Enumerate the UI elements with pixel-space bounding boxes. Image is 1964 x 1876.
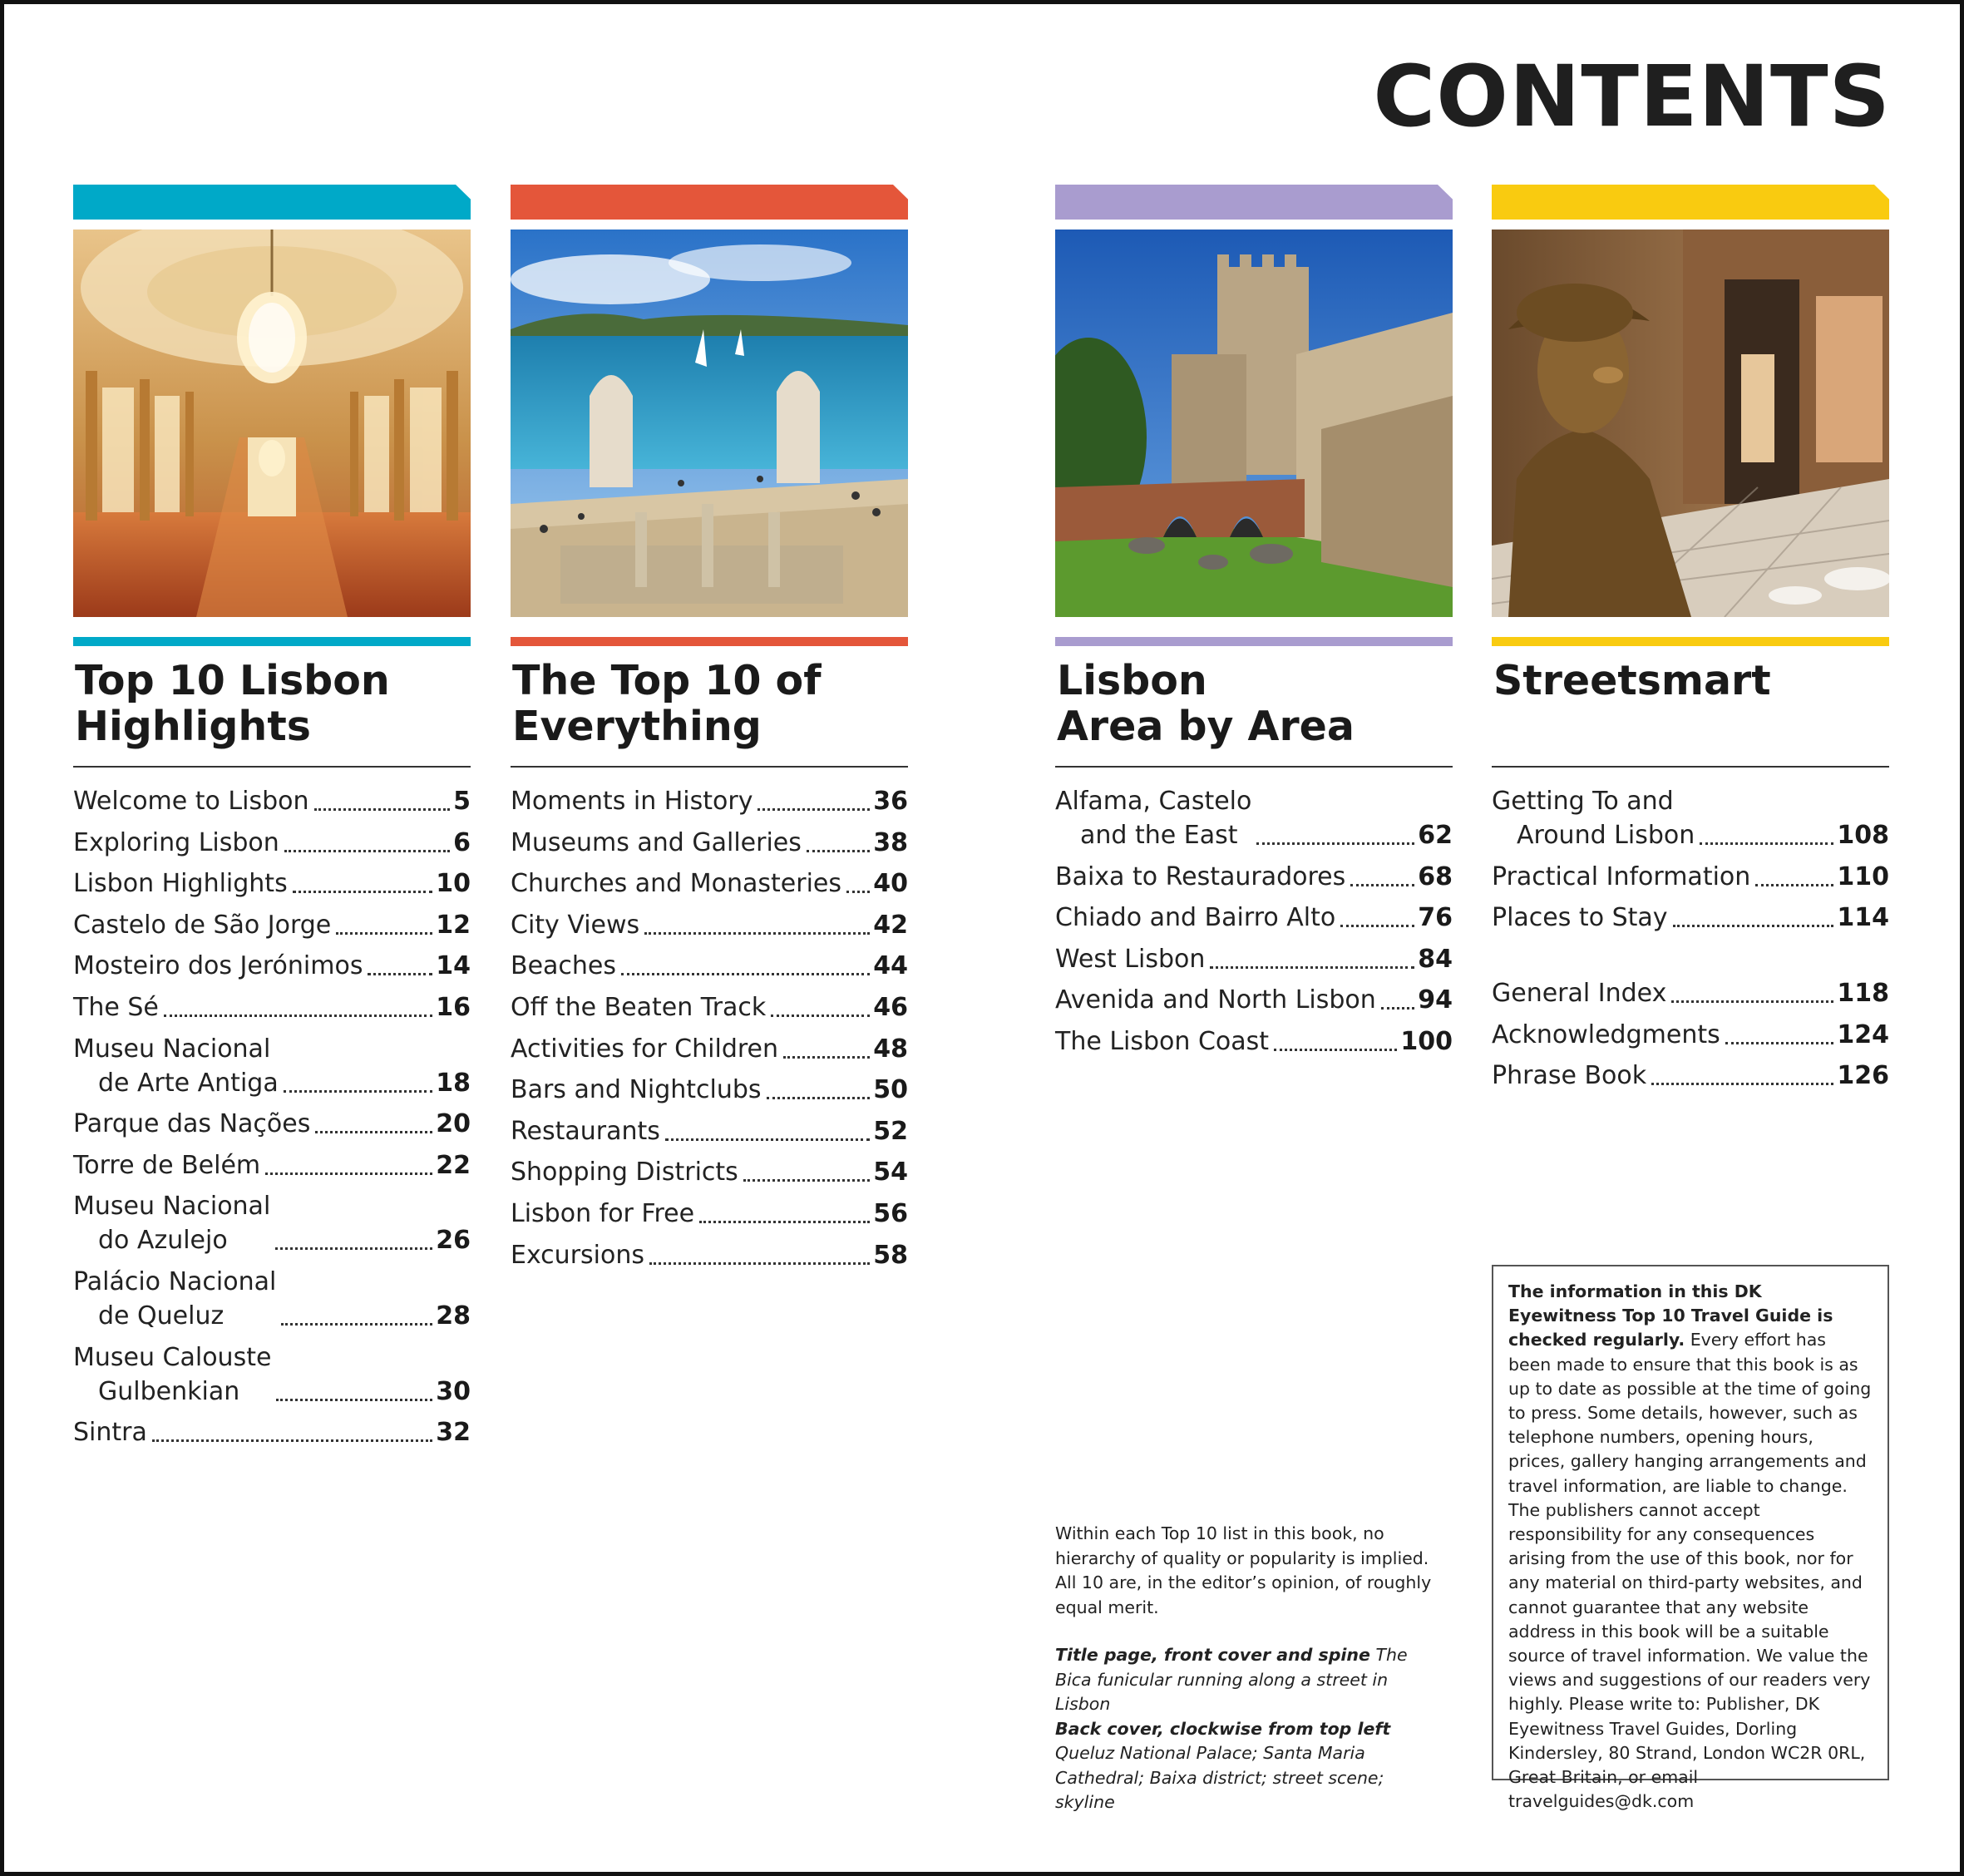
- dot-leader: [649, 1262, 870, 1265]
- toc-page-number: 16: [436, 992, 471, 1022]
- toc-page-number: 62: [1418, 821, 1453, 850]
- page-title: CONTENTS: [1373, 47, 1891, 146]
- dot-leader: [284, 1090, 433, 1093]
- section-color-bar: [1492, 637, 1889, 646]
- toc-entry-text: Phrase Book: [1492, 1061, 1647, 1091]
- toc-entry-text: Beaches: [511, 951, 617, 981]
- dot-leader: [1725, 1042, 1834, 1044]
- toc-entry[interactable]: [511, 866, 908, 901]
- section-color-bar: [1055, 637, 1453, 646]
- section-color-tab: [1055, 185, 1453, 220]
- toc-entry-label: [73, 1340, 271, 1409]
- dot-leader: [265, 1172, 432, 1175]
- toc-entry[interactable]: [511, 990, 908, 1024]
- toc-entry-label: [511, 784, 753, 818]
- toc-entry-text-continued: and the East: [1080, 821, 1238, 850]
- toc-entry-text: Museums and Galleries: [511, 827, 802, 857]
- toc-page-number: 50: [873, 1075, 908, 1105]
- toc-entry-text: Parque das Nações: [73, 1109, 311, 1139]
- toc-entry-text: Acknowledgments: [1492, 1019, 1720, 1049]
- toc-page-number: 100: [1400, 1026, 1453, 1056]
- section-streetsmart: [1492, 185, 1889, 1100]
- toc-entry-label: [1492, 1018, 1720, 1052]
- section-color-bar: [73, 637, 471, 646]
- toc-entry-text: Off the Beaten Track: [511, 992, 767, 1022]
- toc-entry-label: [511, 949, 616, 983]
- cover-credits: [1055, 1643, 1446, 1815]
- section-color-tab: [1492, 185, 1889, 220]
- dot-leader: [1673, 925, 1834, 927]
- toc-entry-label: [511, 908, 639, 942]
- toc-entry[interactable]: [73, 1265, 471, 1333]
- info-box-body: Every effort has been made to ensure that this book is as up to date as possible at the time of going to press. Some details, however, such as telephone numbers, opening hours, prices, gallery hanging arrangements and travel information, are liable to change. The publishers cannot accept responsibility for any consequences arising from the use of this book, nor for any material on third-party websites, and cannot guarantee that any website address in this book will be a suitable source of travel information. We value the views and suggestions of our readers very highly. Please write to: Publisher, DK Eyewitness Travel Guides, Dorling Kindersley, 80 Strand, London WC2R 0RL, Great Britain, or email travelguides@dk.com: [1508, 1330, 1872, 1812]
- dot-leader: [336, 932, 432, 935]
- toc-page-number: 26: [436, 1226, 471, 1256]
- toc-entry[interactable]: [73, 826, 471, 860]
- toc-entry[interactable]: [73, 1340, 471, 1409]
- toc-page-number: 20: [436, 1109, 471, 1139]
- dot-leader: [1700, 842, 1833, 845]
- toc-entry-text: Lisbon for Free: [511, 1198, 695, 1228]
- cover-label: Title page, front cover and spine: [1055, 1645, 1370, 1665]
- toc-entry-label: [73, 1107, 310, 1141]
- dot-leader: [1350, 884, 1414, 886]
- section-title: Lisbon Area by Area: [1057, 657, 1355, 750]
- toc-list: [1055, 784, 1453, 1059]
- toc-entry-label: [73, 908, 331, 942]
- dot-leader: [276, 1399, 432, 1401]
- toc-entry-text-continued: do Azulejo: [98, 1226, 228, 1256]
- toc-entry[interactable]: [511, 1032, 908, 1066]
- toc-page-number: 10: [436, 869, 471, 899]
- toc-page-number: 22: [436, 1150, 471, 1180]
- toc-entry-text: General Index: [1492, 979, 1667, 1009]
- dot-leader: [1274, 1049, 1397, 1051]
- toc-page-number: 54: [873, 1158, 908, 1187]
- dot-leader: [665, 1138, 870, 1141]
- toc-entry[interactable]: [511, 826, 908, 860]
- toc-entry-text: Welcome to Lisbon: [73, 787, 309, 816]
- toc-page-number: 28: [436, 1301, 471, 1330]
- toc-entry-label: [511, 866, 841, 901]
- dot-leader: [368, 973, 432, 975]
- dot-leader: [281, 1323, 432, 1326]
- toc-entry-label: [1055, 1024, 1269, 1059]
- toc-entry-label: [511, 1155, 738, 1189]
- toc-page-number: 118: [1837, 979, 1889, 1009]
- toc-page-number: 48: [873, 1034, 908, 1064]
- toc-page-number: 42: [873, 910, 908, 940]
- toc-page-number: 76: [1418, 903, 1453, 933]
- dot-leader: [771, 1015, 870, 1017]
- palace-ballroom-photo: [73, 230, 471, 617]
- toc-entry-label: [511, 990, 766, 1024]
- toc-entry-text: Avenida and North Lisbon: [1055, 985, 1376, 1015]
- toc-entry-label: [511, 1032, 778, 1066]
- toc-entry-text: Getting To and: [1492, 787, 1674, 816]
- toc-page-number: 14: [436, 951, 471, 981]
- toc-entry-label: [73, 949, 363, 983]
- toc-entry-label: [73, 1415, 147, 1449]
- title-rule: [1492, 766, 1889, 768]
- toc-entry-label: [1055, 901, 1335, 935]
- toc-entry[interactable]: [511, 1238, 908, 1272]
- toc-entry-text: Museu Nacional: [73, 1034, 271, 1064]
- toc-page-number: 126: [1837, 1061, 1889, 1091]
- toc-entry-label: [73, 990, 159, 1024]
- toc-entry[interactable]: [511, 784, 908, 818]
- toc-entry[interactable]: [73, 784, 471, 818]
- dot-leader: [621, 973, 870, 975]
- toc-entry[interactable]: [73, 908, 471, 942]
- toc-entry[interactable]: [73, 1032, 471, 1100]
- toc-entry-label: [1492, 860, 1750, 894]
- dot-leader: [807, 850, 870, 852]
- toc-page-number: 124: [1837, 1019, 1889, 1049]
- title-rule: [73, 766, 471, 768]
- toc-entry-label: [511, 1073, 762, 1107]
- dot-leader: [1340, 925, 1414, 927]
- toc-entry-text: Places to Stay: [1492, 903, 1668, 933]
- back-cover-text: Queluz National Palace; Santa Maria Cathedral; Baixa district; street scene; skyline: [1055, 1743, 1384, 1812]
- toc-entry-text: Mosteiro dos Jerónimos: [73, 951, 363, 981]
- dot-leader: [315, 1131, 432, 1133]
- toc-entry[interactable]: [1055, 901, 1453, 935]
- toc-entry[interactable]: [73, 1107, 471, 1141]
- toc-entry-text-continued: Around Lisbon: [1517, 821, 1695, 850]
- toc-entry-label: [73, 1148, 260, 1182]
- toc-entry[interactable]: [1055, 860, 1453, 894]
- toc-entry-label: [1055, 784, 1251, 852]
- title-rule: [511, 766, 908, 768]
- toc-entry-text: Sintra: [73, 1418, 147, 1448]
- belem-tower-river-photo: [511, 230, 908, 617]
- section-color-bar: [511, 637, 908, 646]
- toc-page-number: 84: [1418, 944, 1453, 974]
- toc-entry-label: [73, 826, 279, 860]
- dot-leader: [275, 1247, 432, 1250]
- toc-entry-label: [73, 1265, 276, 1333]
- toc-page-number: 5: [453, 787, 471, 816]
- toc-page-number: 58: [873, 1240, 908, 1270]
- toc-entry[interactable]: [511, 1114, 908, 1148]
- dot-leader: [314, 808, 451, 811]
- toc-page-number: 38: [873, 827, 908, 857]
- toc-entry[interactable]: [73, 1189, 471, 1257]
- toc-entry-text: Lisbon Highlights: [73, 869, 288, 899]
- dot-leader: [1381, 1007, 1414, 1010]
- toc-entry-label: [1492, 976, 1666, 1010]
- toc-entry-text: The Lisbon Coast: [1055, 1026, 1270, 1056]
- toc-entry-text-continued: de Arte Antiga: [98, 1068, 279, 1098]
- toc-entry-text: Restaurants: [511, 1116, 660, 1146]
- toc-entry-label: [1492, 1059, 1646, 1093]
- info-box-heading: The information in this DK Eyewitness Top 10 Travel Guide is checked regularly.: [1508, 1281, 1833, 1350]
- toc-entry[interactable]: [1055, 942, 1453, 976]
- toc-entry-text: Museu Nacional: [73, 1192, 271, 1222]
- toc-entry[interactable]: [73, 866, 471, 901]
- toc-entry-text: Churches and Monasteries: [511, 869, 841, 899]
- toc-entry-text: Moments in History: [511, 787, 753, 816]
- toc-entry-label: [73, 1032, 279, 1100]
- section-title: Streetsmart: [1493, 657, 1771, 704]
- toc-entry[interactable]: [511, 1197, 908, 1231]
- cover-text: The Bica funicular running along a street in Lisbon: [1055, 1645, 1408, 1714]
- back-cover-label: Back cover, clockwise from top left: [1055, 1718, 1391, 1739]
- hierarchy-note: Within each Top 10 list in this book, no hierarchy of quality or popularity is implied. All 10 are, in the editor’s opinion, of roughly equal merit.: [1055, 1523, 1432, 1617]
- section-top10-everything: [511, 185, 908, 1279]
- dot-leader: [293, 891, 433, 893]
- toc-page-number: 32: [436, 1418, 471, 1448]
- toc-page-number: 6: [453, 827, 471, 857]
- toc-entry[interactable]: [1492, 784, 1889, 852]
- toc-entry-label: [1055, 983, 1376, 1017]
- toc-entry[interactable]: [1492, 1059, 1889, 1093]
- dot-leader: [699, 1221, 870, 1223]
- toc-entry[interactable]: [511, 949, 908, 983]
- toc-page-number: 40: [873, 869, 908, 899]
- toc-page-number: 68: [1418, 861, 1453, 891]
- dot-leader: [1671, 1000, 1833, 1003]
- dot-leader: [846, 891, 870, 893]
- toc-entry-label: [73, 866, 288, 901]
- toc-list: [1492, 784, 1889, 1093]
- dot-leader: [1651, 1083, 1833, 1085]
- info-box: [1492, 1265, 1889, 1812]
- toc-entry-label: [1055, 860, 1345, 894]
- toc-entry[interactable]: [511, 908, 908, 942]
- bronze-statue-cafe-photo: [1492, 230, 1889, 617]
- toc-entry[interactable]: [73, 1148, 471, 1182]
- toc-list: [73, 784, 471, 1449]
- toc-entry-text: Shopping Districts: [511, 1158, 738, 1187]
- toc-entry[interactable]: [1055, 1024, 1453, 1059]
- toc-entry[interactable]: [1492, 901, 1889, 935]
- dot-leader: [757, 808, 870, 811]
- dot-leader: [152, 1439, 432, 1442]
- dot-leader: [164, 1015, 432, 1017]
- dot-leader: [644, 932, 870, 935]
- toc-entry-text: Castelo de São Jorge: [73, 910, 332, 940]
- toc-entry-label: [73, 1189, 270, 1257]
- section-title: The Top 10 of Everything: [512, 657, 822, 750]
- dot-leader: [743, 1179, 870, 1182]
- toc-entry-text: Practical Information: [1492, 861, 1751, 891]
- toc-page-number: 30: [436, 1376, 471, 1406]
- toc-page-number: 52: [873, 1116, 908, 1146]
- toc-entry[interactable]: [511, 1155, 908, 1189]
- toc-entry-text: City Views: [511, 910, 640, 940]
- toc-entry[interactable]: [73, 1415, 471, 1449]
- dot-leader: [1755, 884, 1833, 886]
- toc-entry-label: [511, 1197, 694, 1231]
- toc-entry-label: [511, 1114, 660, 1148]
- toc-entry-label: [1055, 942, 1205, 976]
- toc-page-number: 56: [873, 1198, 908, 1228]
- section-color-tab: [511, 185, 908, 220]
- section-area-by-area: [1055, 185, 1453, 1066]
- toc-entry-text: Museu Calouste: [73, 1342, 272, 1372]
- toc-entry[interactable]: [1055, 784, 1453, 852]
- toc-entry[interactable]: [511, 1073, 908, 1107]
- toc-page-number: 18: [436, 1068, 471, 1098]
- toc-page-number: 36: [873, 787, 908, 816]
- toc-entry-text: The Sé: [73, 992, 159, 1022]
- toc-list: [511, 784, 908, 1272]
- toc-page-number: 46: [873, 992, 908, 1022]
- toc-entry-label: [511, 1238, 644, 1272]
- title-rule: [1055, 766, 1453, 768]
- toc-entry-label: [511, 826, 802, 860]
- dot-leader: [783, 1056, 870, 1059]
- toc-page-number: 44: [873, 951, 908, 981]
- toc-entry-label: [1492, 901, 1668, 935]
- section-title: Top 10 Lisbon Highlights: [75, 657, 390, 750]
- toc-entry-text: Alfama, Castelo: [1055, 787, 1252, 816]
- toc-entry-text: Baixa to Restauradores: [1055, 861, 1346, 891]
- toc-page-number: 108: [1837, 821, 1889, 850]
- toc-entry[interactable]: [1492, 976, 1889, 1010]
- toc-entry-text: Palácio Nacional: [73, 1266, 277, 1296]
- toc-entry[interactable]: [1492, 1018, 1889, 1052]
- toc-page-number: 114: [1837, 903, 1889, 933]
- toc-entry-text-continued: de Queluz: [98, 1301, 225, 1330]
- dot-leader: [284, 850, 450, 852]
- toc-entry[interactable]: [73, 949, 471, 983]
- toc-entry[interactable]: [1055, 983, 1453, 1017]
- castle-walls-photo: [1055, 230, 1453, 617]
- dot-leader: [767, 1097, 871, 1099]
- toc-entry-label: [73, 784, 309, 818]
- toc-page-number: 94: [1418, 985, 1453, 1015]
- dot-leader: [1210, 966, 1414, 969]
- toc-entry[interactable]: [73, 990, 471, 1024]
- toc-entry-text: Torre de Belém: [73, 1150, 261, 1180]
- dot-leader: [1256, 842, 1414, 845]
- toc-entry-text-continued: Gulbenkian: [98, 1376, 240, 1406]
- toc-page-number: 110: [1837, 861, 1889, 891]
- toc-entry-label: [1492, 784, 1695, 852]
- toc-entry-text: Excursions: [511, 1240, 644, 1270]
- toc-entry-text: West Lisbon: [1055, 944, 1206, 974]
- toc-entry-text: Chiado and Bairro Alto: [1055, 903, 1336, 933]
- toc-entry-text: Bars and Nightclubs: [511, 1075, 762, 1105]
- toc-entry[interactable]: [1492, 860, 1889, 894]
- section-color-tab: [73, 185, 471, 220]
- toc-page-number: 12: [436, 910, 471, 940]
- toc-entry-text: Activities for Children: [511, 1034, 779, 1064]
- editor-note: [1055, 1522, 1446, 1839]
- section-top10-highlights: [73, 185, 471, 1457]
- toc-entry-text: Exploring Lisbon: [73, 827, 279, 857]
